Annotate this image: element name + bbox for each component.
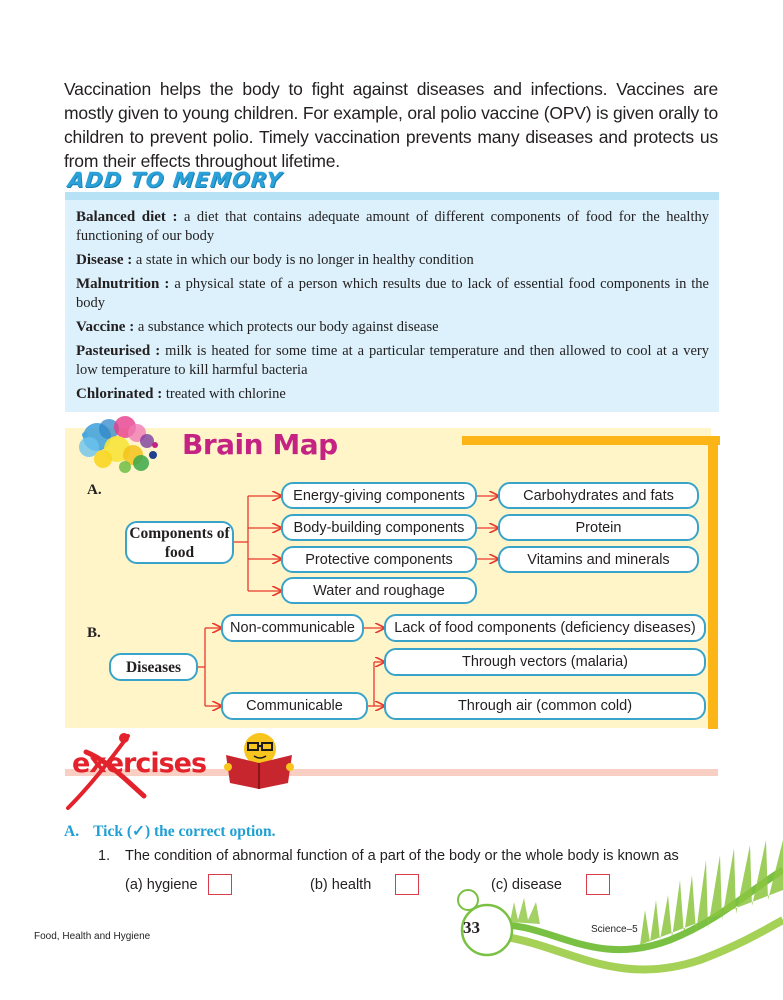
node-water-roughage: Water and roughage: [281, 577, 477, 604]
node-vitamins-minerals: Vitamins and minerals: [498, 546, 699, 573]
node-deficiency-diseases: Lack of food components (deficiency diseases): [384, 614, 706, 642]
exercise-section-heading: [64, 822, 276, 841]
node-non-communicable: Non-communicable: [221, 614, 364, 642]
glossary-item: [76, 251, 709, 270]
add-to-memory-title: ADD TO MEMORY: [66, 168, 284, 192]
node-energy-giving: Energy-giving components: [281, 482, 477, 509]
section-a-label: A.: [87, 482, 102, 498]
chapter-name: Food, Health and Hygiene: [34, 931, 151, 942]
glossary-item: [76, 318, 709, 337]
node-protective: Protective components: [281, 546, 477, 573]
glossary-term: Malnutrition :: [76, 276, 170, 292]
glossary-definition: a substance which protects our body against disease: [134, 319, 439, 335]
glossary-definition: a state in which our body is no longer in healthy condition: [132, 252, 474, 268]
glossary-item: [76, 275, 709, 313]
node-diseases: Diseases: [109, 653, 198, 681]
option-b: [310, 874, 419, 895]
node-components-of-food: Components of food: [125, 521, 234, 564]
node-body-building: Body-building components: [281, 514, 477, 541]
option-label: (c) disease: [491, 876, 562, 893]
brain-map-frame-side: [708, 436, 718, 729]
option-label: (b) health: [310, 876, 372, 893]
section-b-label: B.: [87, 625, 101, 641]
option-b-checkbox[interactable]: [395, 874, 419, 895]
option-a: [125, 874, 232, 895]
glossary-definition: a physical state of a person which results due to lack of essential food components in the body: [76, 276, 709, 311]
section-letter: A.: [64, 823, 80, 840]
glossary-term: Disease :: [76, 252, 133, 268]
node-through-vectors: Through vectors (malaria): [384, 648, 706, 676]
glossary-definition: a diet that contains adequate amount of different components of food for the healthy functioning of our body: [76, 209, 709, 244]
glossary-definition: milk is heated for some time at a particular temperature and then allowed to cool at a very low temperature to kill harmful bacteria: [76, 343, 710, 378]
glossary-term: Chlorinated :: [76, 386, 163, 402]
node-through-air: Through air (common cold): [384, 692, 706, 720]
add-to-memory-box: [65, 192, 719, 412]
glossary-item: [76, 385, 709, 404]
glossary-term: Vaccine :: [76, 319, 135, 335]
node-carbohydrates-fats: Carbohydrates and fats: [498, 482, 699, 509]
glossary-item: [76, 342, 709, 380]
node-communicable: Communicable: [221, 692, 368, 720]
grass-decoration: [440, 840, 783, 1000]
section-instruction: Tick (✓) the correct option.: [93, 823, 276, 840]
glossary-term: Pasteurised :: [76, 343, 161, 359]
book-title: Science–5: [591, 924, 638, 935]
node-protein: Protein: [498, 514, 699, 541]
exercises-title: exercises: [72, 748, 207, 779]
option-label: (a) hygiene: [125, 876, 198, 893]
glossary-term: Balanced diet :: [76, 209, 178, 225]
option-a-checkbox[interactable]: [208, 874, 232, 895]
brain-map-title: Brain Map: [182, 428, 338, 461]
brain-map-frame-top: [462, 436, 720, 445]
glossary-definition: treated with chlorine: [162, 386, 286, 402]
page-number: 33: [463, 918, 480, 937]
glossary-item: [76, 208, 709, 246]
question-number: 1.: [98, 848, 111, 864]
smiley-reading-book-icon: [222, 731, 296, 789]
intro-paragraph: Vaccination helps the body to fight against diseases and infections. Vaccines are mostly given to young children. For example, oral polio vaccine (OPV) is given orally to children to prevent polio. Timely vaccination prevents many diseases and protects us from their effects throughout lifetime.: [64, 79, 718, 171]
brain-icon: [75, 415, 173, 475]
question-body: The condition of abnormal function of a part of the body or the whole body is known as: [125, 848, 679, 864]
